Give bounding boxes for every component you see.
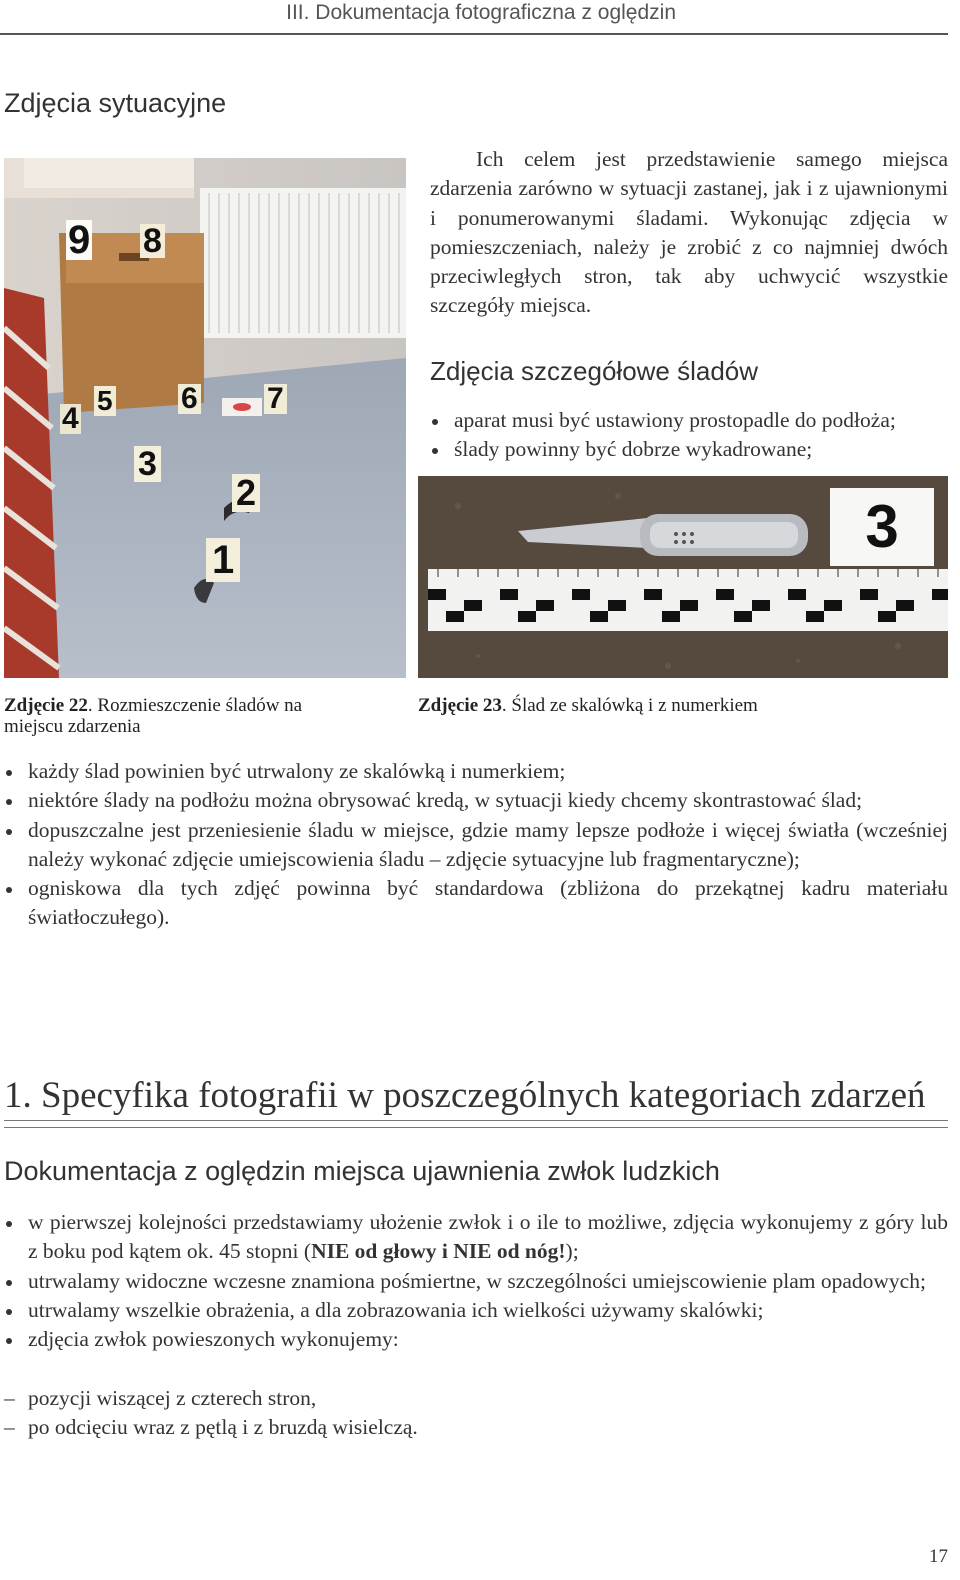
list-item-text: w pierwszej kolejności przedstawiamy ułożenie zwłok i o ile to możliwe, zdjęcia wykonujemy z góry lub z boku pod kątem ok. 45 stopni ( (28, 1210, 948, 1264)
evidence-marker-3: 3 (865, 493, 899, 560)
chapter-title: 1. Specyfika fotografii w poszczególnych kategoriach zdarzeń (4, 1075, 926, 1116)
list-item: utrwalamy widoczne wczesne znamiona pośmiertne, w szczególności umiejscowienie plam opadowych; (4, 1267, 948, 1296)
list-item: ślady powinny być dobrze wykadrowane; (430, 435, 950, 464)
list-item: utrwalamy wszelkie obrażenia, a dla zobrazowania ich wielkości używamy skalówki; (4, 1296, 948, 1325)
list-item: dopuszczalne jest przeniesienie śladu w miejsce, gdzie mamy lepsze podłoże i więcej światła (wcześniej należy wykonać zdjęcie umiejscowienia śladu – zdjęcie sytuacyjne lub fragmentaryczne); (4, 816, 948, 875)
evidence-marker-7: 7 (264, 384, 287, 414)
detail-bullets (430, 406, 950, 465)
evidence-marker-4: 4 (62, 402, 79, 435)
caption-text: . Rozmieszczenie śladów na miejscu zdarzenia (4, 695, 303, 737)
evidence-marker-9: 9 (68, 218, 91, 262)
list-item: każdy ślad powinien być utrwalony ze skalówką i numerkiem; (4, 757, 948, 786)
page-number: 17 (929, 1546, 948, 1567)
list-item: niektóre ślady na podłożu można obrysować kredą, w sytuacji kiedy chcemy skontrastować ślad; (4, 786, 948, 815)
photo-knife-scale (418, 476, 948, 678)
chapter-rule (4, 1120, 948, 1128)
list-item: ogniskowa dla tych zdjęć powinna być standardowa (zbliżona do przekątnej kadru materiału światłoczułego). (4, 874, 948, 933)
list-item: aparat musi być ustawiony prostopadle do podłoża; (430, 406, 950, 435)
list-item: zdjęcia zwłok powieszonych wykonujemy: (4, 1325, 948, 1354)
remains-dash-list (4, 1384, 948, 1443)
running-header (0, 0, 948, 35)
evidence-marker-1: 1 (206, 538, 240, 582)
caption-label: Zdjęcie 23 (418, 695, 502, 716)
evidence-marker-3: 3 (134, 446, 161, 482)
evidence-marker-5: 5 (94, 386, 116, 416)
caption-label: Zdjęcie 22 (4, 695, 88, 716)
evidence-marker-8: 8 (140, 224, 165, 258)
list-item-text: ); (565, 1239, 579, 1264)
evidence-marker-2: 2 (232, 474, 260, 512)
situational-paragraph: Ich celem jest przedstawienie samego miejsca zdarzenia zarówno w sytuacji zastanej, jak i z ujawnionymi i ponumerowanymi śladami. Wykonując zdjęcia w pomieszczeniach, należy je zrobić z co najmniej dwóch przeciwległych stron, tak aby uchwycić wszystkie szczegóły miejsca. (430, 147, 948, 318)
list-item (4, 1208, 948, 1267)
running-title: III. Dokumentacja fotograficzna z oględzin (286, 1, 676, 24)
caption-text: . Ślad ze skalówką i z numerkiem (501, 695, 758, 716)
caption-photo-22 (4, 695, 324, 737)
caption-photo-23 (418, 695, 948, 716)
section-title-remains: Dokumentacja z oględzin miejsca ujawnienia zwłok ludzkich (4, 1156, 720, 1186)
section-title-detail: Zdjęcia szczegółowe śladów (430, 356, 759, 386)
remains-bullets (4, 1208, 948, 1354)
dash-item: – po odcięciu wraz z pętlą i z bruzdą wisielczą. (4, 1413, 948, 1442)
section-title-situational: Zdjęcia sytuacyjne (4, 88, 227, 118)
evidence-marker-6: 6 (178, 384, 201, 414)
trace-bullets (4, 757, 948, 933)
dash-item: – pozycji wiszącej z czterech stron, (4, 1384, 948, 1413)
list-item-emphasis: NIE od głowy i NIE od nóg! (311, 1239, 566, 1264)
photo-scene-markers (4, 158, 406, 678)
